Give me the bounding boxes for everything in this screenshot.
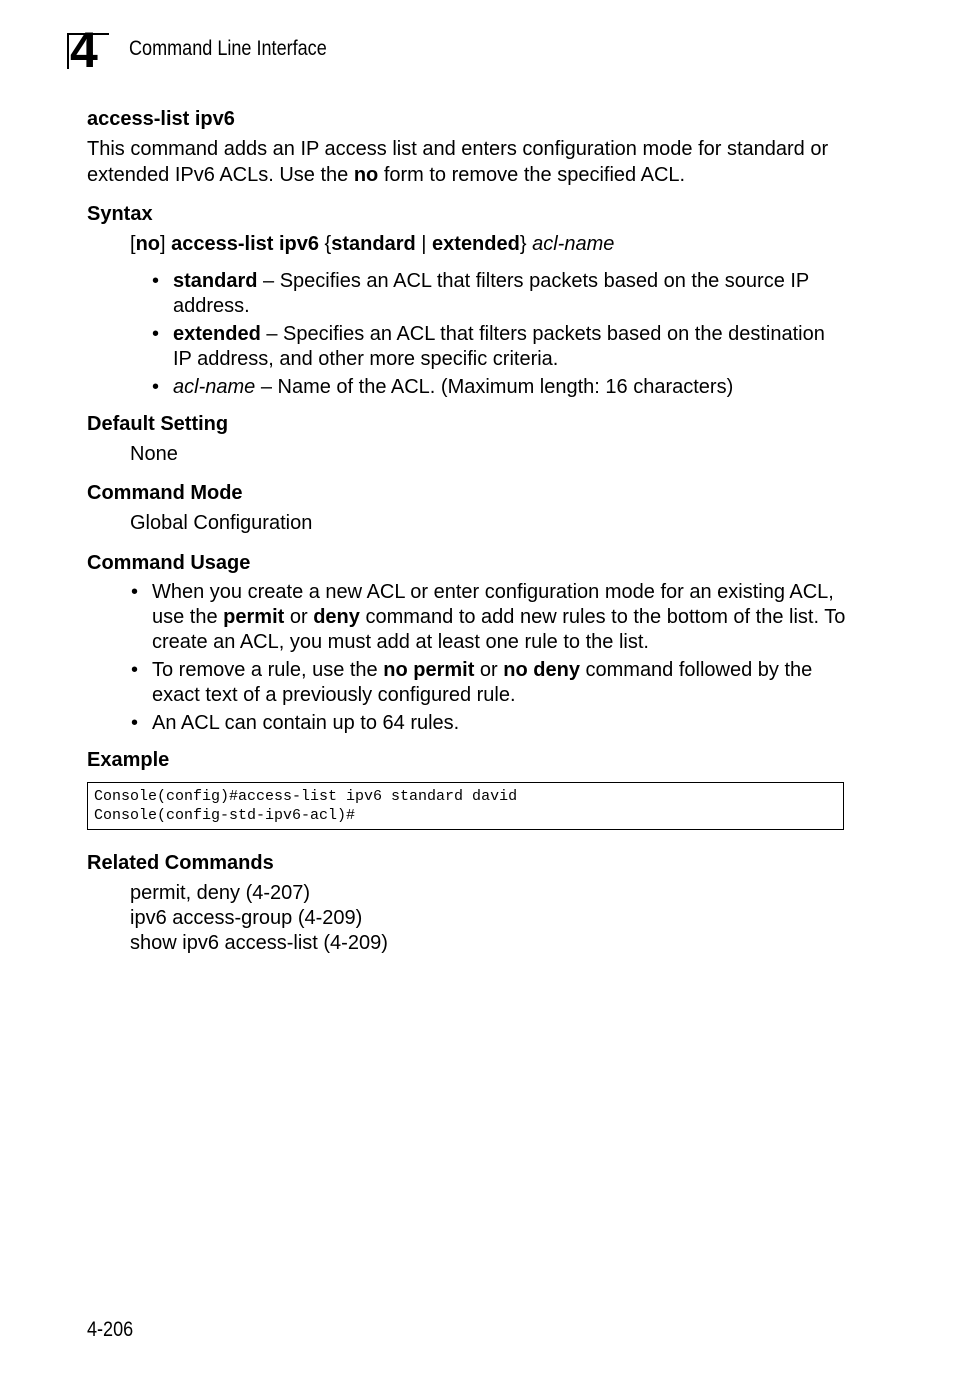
command-usage-heading: Command Usage xyxy=(87,552,251,574)
related-command-item: ipv6 access-group (4-209) xyxy=(130,907,363,929)
syntax-item-standard: • standard – Specifies an ACL that filters packets based on the source IP address. xyxy=(173,269,847,319)
command-title: access-list ipv6 xyxy=(87,108,235,130)
example-code-line: Console(config-std-ipv6-acl)# xyxy=(94,807,356,824)
example-code-line: Console(config)#access-list ipv6 standard david xyxy=(94,788,518,805)
command-mode-value: Global Configuration xyxy=(130,512,313,534)
command-mode-heading: Command Mode xyxy=(87,482,243,504)
example-code-block xyxy=(87,782,844,830)
syntax-item-acl-name: • acl-name – Name of the ACL. (Maximum length: 16 characters) xyxy=(173,375,847,400)
default-setting-heading: Default Setting xyxy=(87,413,229,435)
related-commands-heading: Related Commands xyxy=(87,852,274,874)
page-number: 4-206 xyxy=(87,1318,134,1341)
default-setting-value: None xyxy=(130,443,178,465)
related-command-item: permit, deny (4-207) xyxy=(130,882,311,904)
usage-item-remove-rule: • To remove a rule, use the no permit or no deny command followed by the exact text of a previously configured rule. xyxy=(152,658,847,708)
example-heading: Example xyxy=(87,749,170,771)
running-header-title: Command Line Interface xyxy=(129,37,327,60)
page-content xyxy=(87,107,847,956)
chapter-marker xyxy=(67,22,109,78)
usage-item-rule-limit: • An ACL can contain up to 64 rules. xyxy=(152,711,847,736)
command-description: This command adds an IP access list and enters configuration mode for standard or extended IPv6 ACLs. Use the no form to remove the specified ACL. xyxy=(87,138,829,186)
related-command-item: show ipv6 access-list (4-209) xyxy=(130,932,388,954)
syntax-heading: Syntax xyxy=(87,203,153,225)
chapter-number: 4 xyxy=(70,22,96,78)
related-commands-list xyxy=(130,881,847,956)
chapter-marker-vertical-rule xyxy=(67,33,69,69)
syntax-parameter-list xyxy=(173,269,847,400)
usage-item-create-acl: • When you create a new ACL or enter configuration mode for an existing ACL, use the permit or deny command to add new rules to the bottom of the list. To create an ACL, you must add at least one rule to the list. xyxy=(152,580,847,655)
command-usage-list xyxy=(152,580,847,736)
syntax-item-extended: • extended – Specifies an ACL that filters packets based on the destination IP address, and other more specific criteria. xyxy=(173,322,847,372)
syntax-line: [no] access-list ipv6 {standard | extended} acl-name xyxy=(130,233,615,255)
